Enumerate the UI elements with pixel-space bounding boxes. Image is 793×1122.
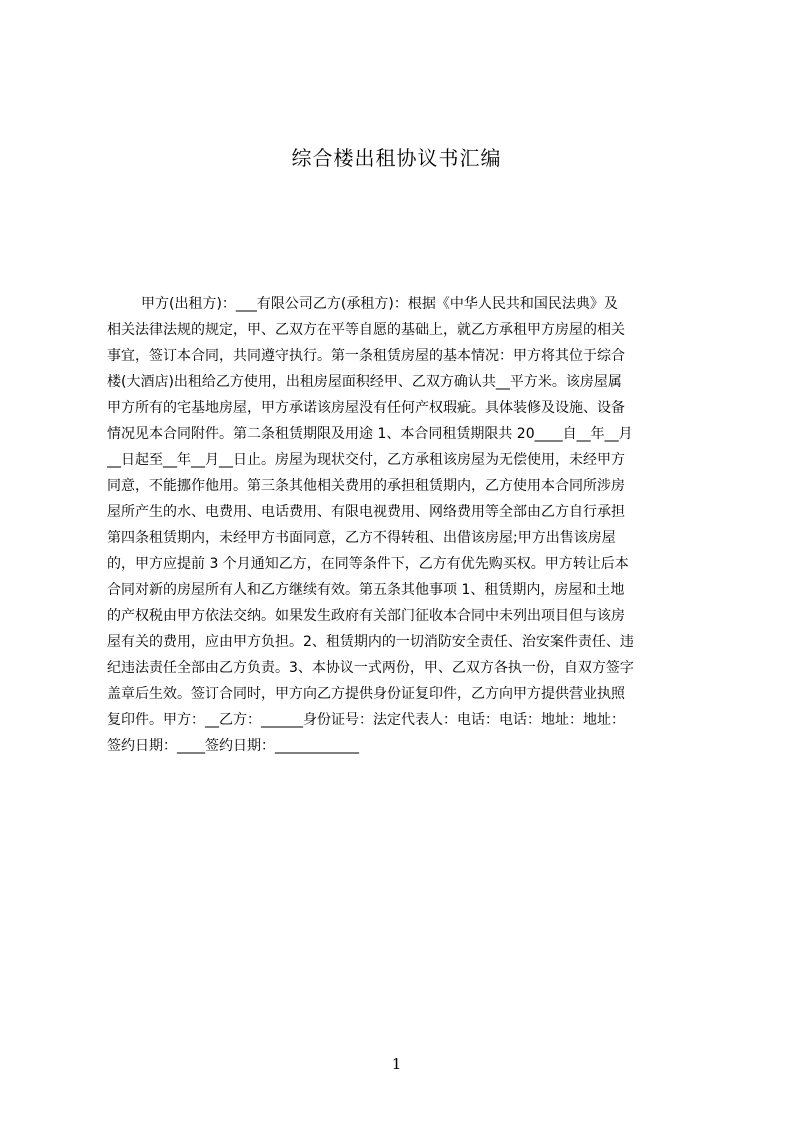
body-line: 相关法律法规的规定，甲、乙双方在平等自愿的基础上，就乙方承租甲方房屋的相关	[107, 322, 625, 338]
body-line: 楼(大酒店)出租给乙方使用，出租房屋面积经甲、乙双方确认共__平方米。该房屋属	[107, 374, 622, 390]
body-line: 的产权税由甲方依法交纳。如果发生政府有关部门征收本合同中未列出项目但与该房	[107, 608, 625, 624]
body-line: 同意，不能挪作他用。第三条其他相关费用的承担租赁期内，乙方使用本合同所涉房	[107, 478, 625, 494]
body-line: 屋有关的费用，应由甲方负担。2、租赁期内的一切消防安全责任、治安案件责任、违	[107, 634, 634, 650]
body-line: 情况见本合同附件。第二条租赁期限及用途 1、本合同租赁期限共 20____自__年__月	[107, 426, 633, 442]
body-line: 的，甲方应提前 3 个月通知乙方，在同等条件下，乙方有优先购买权。甲方转让后本	[107, 556, 629, 572]
document-title: 综合楼出租协议书汇编	[291, 146, 502, 170]
body-line: 甲方所有的宅基地房屋，甲方承诺该房屋没有任何产权瑕疵。具体装修及设施、设备	[107, 400, 625, 416]
body-line: 甲方(出租方)：___有限公司乙方(承租方)：根据《中华人民共和国民法典》及	[141, 296, 618, 312]
body-line: 盖章后生效。签订合同时，甲方向乙方提供身份证复印件，乙方向甲方提供营业执照	[107, 686, 625, 702]
body-line: 复印件。甲方：__乙方：______身份证号：法定代表人：电话：电话：地址：地址：	[107, 712, 625, 728]
body-line: 屋所产生的水、电费用、电话费用、有限电视费用、网络费用等全部由乙方自行承担	[107, 504, 625, 520]
body-line: 纪违法责任全部由乙方负责。3、本协议一式两份，甲、乙双方各执一份，自双方签字	[107, 660, 634, 676]
body-line: 合同对新的房屋所有人和乙方继续有效。第五条其他事项 1、租赁期内，房屋和土地	[107, 582, 625, 598]
contract-body	[107, 291, 699, 759]
body-line: 第四条租赁期内，未经甲方书面同意，乙方不得转租、出借该房屋;甲方出售该房屋	[107, 530, 616, 546]
body-line: __日起至__年__月__日止。房屋为现状交付，乙方承租该房屋为无偿使用，未经甲方	[107, 452, 625, 468]
page-number: 1	[391, 1055, 402, 1073]
body-line: 签约日期：____签约日期：____________	[107, 738, 359, 754]
body-line: 事宜，签订本合同，共同遵守执行。第一条租赁房屋的基本情况：甲方将其位于综合	[107, 348, 625, 364]
